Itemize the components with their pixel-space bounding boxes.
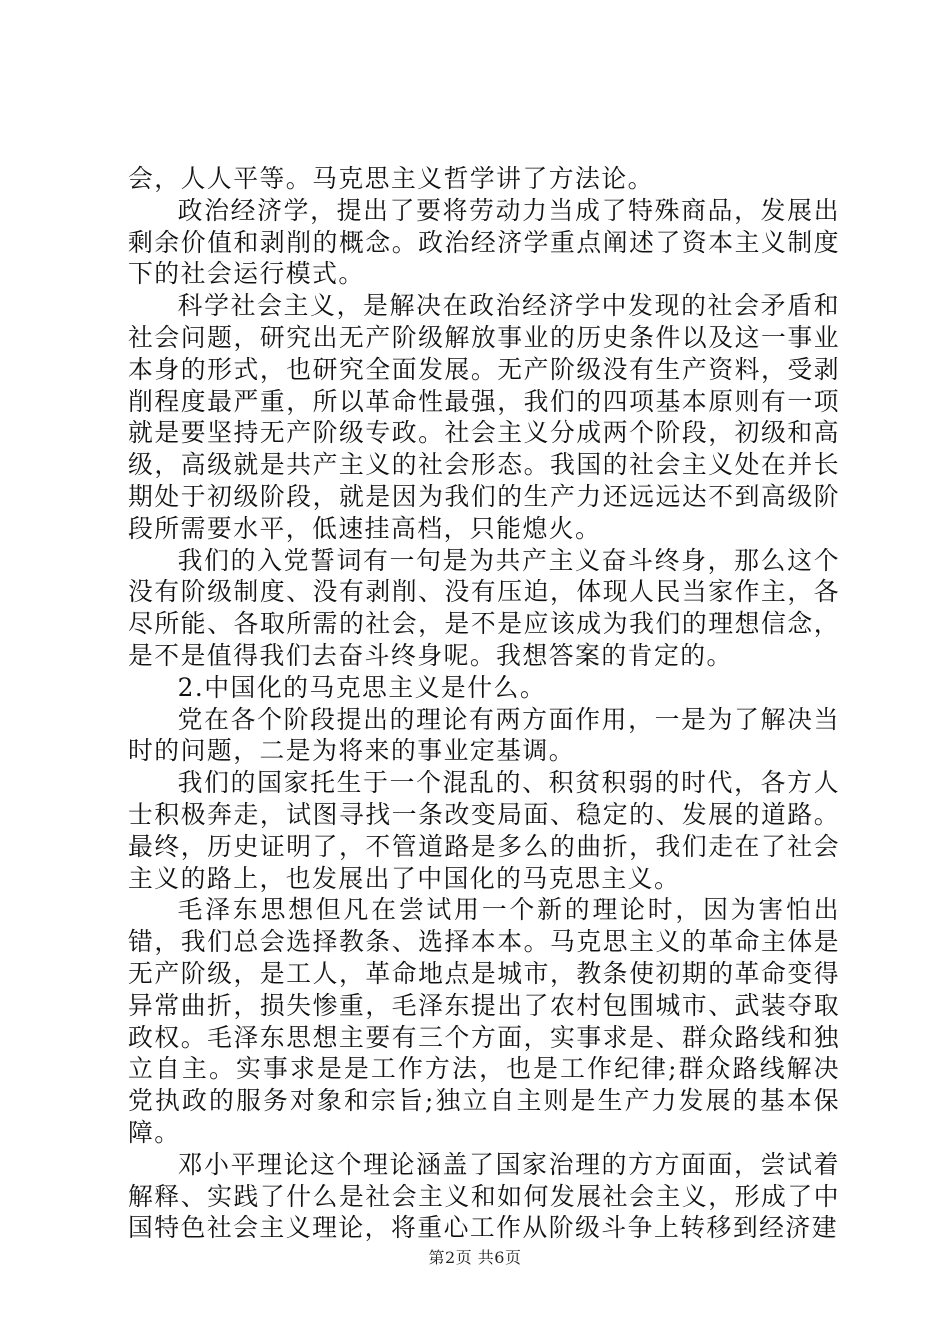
paragraph-continuation: 会，人人平等。马克思主义哲学讲了方法论。 bbox=[128, 164, 654, 193]
paragraph-deng-xiaoping-theory: 邓小平理论这个理论涵盖了国家治理的方方面面，尝试着解释、实践了什么是社会主义和如何发展社会主义，形成了中国特色社会主义理论，将重心工作从阶级斗争上转移到经济建 bbox=[128, 1149, 840, 1243]
paragraph-party-oath: 我们的入党誓词有一句是为共产主义奋斗终身，那么这个没有阶级制度、没有剥削、没有压迫，体现人民当家作主，各尽所能、各取所需的社会，是不是应该成为我们的理想信念，是不是值得我们去奋斗终身呢。我想答案的肯定的。 bbox=[128, 545, 840, 670]
paragraph-scientific-socialism: 科学社会主义，是解决在政治经济学中发现的社会矛盾和社会问题，研究出无产阶级解放事业的历史条件以及这一事业本身的形式，也研究全面发展。无产阶级没有生产资料，受剥削程度最严重，所以革命性最强，我们的四项基本原则有一项就是要坚持无产阶级专政。社会主义分成两个阶段，初级和高级，高级就是共产主义的社会形态。我国的社会主义处在并长期处于初级阶段，就是因为我们的生产力还远远达不到高级阶段所需要水平，低速挂高档，只能熄火。 bbox=[128, 291, 840, 543]
document-body bbox=[128, 163, 840, 1244]
paragraph-political-economy: 政治经济学，提出了要将劳动力当成了特殊商品，发展出剩余价值和剥削的概念。政治经济学重点阐述了资本主义制度下的社会运行模式。 bbox=[128, 195, 840, 289]
section-heading-sinicized-marxism: 2.中国化的马克思主义是什么。 bbox=[177, 672, 547, 702]
paragraph-party-theory-role: 党在各个阶段提出的理论有两方面作用，一是为了解决当时的问题，二是为将来的事业定基调。 bbox=[128, 704, 840, 766]
paragraph-national-history: 我们的国家托生于一个混乱的、积贫积弱的时代，各方人士积极奔走，试图寻找一条改变局面、稳定的、发展的道路。最终，历史证明了，不管道路是多么的曲折，我们走在了社会主义的路上，也发展出了中国化的马克思主义。 bbox=[128, 768, 840, 893]
page-number-footer: 第2页 共6页 bbox=[428, 1248, 522, 1267]
paragraph-mao-zedong-thought: 毛泽东思想但凡在尝试用一个新的理论时，因为害怕出错，我们总会选择教条、选择本本。马克思主义的革命主体是无产阶级，是工人，革命地点是城市，教条使初期的革命变得异常曲折，损失惨重，毛泽东提出了农村包围城市、武装夺取政权。毛泽东思想主要有三个方面，实事求是、群众路线和独立自主。实事求是是工作方法，也是工作纪律;群众路线解决党执政的服务对象和宗旨;独立自主则是生产力发展的基本保障。 bbox=[128, 895, 840, 1147]
